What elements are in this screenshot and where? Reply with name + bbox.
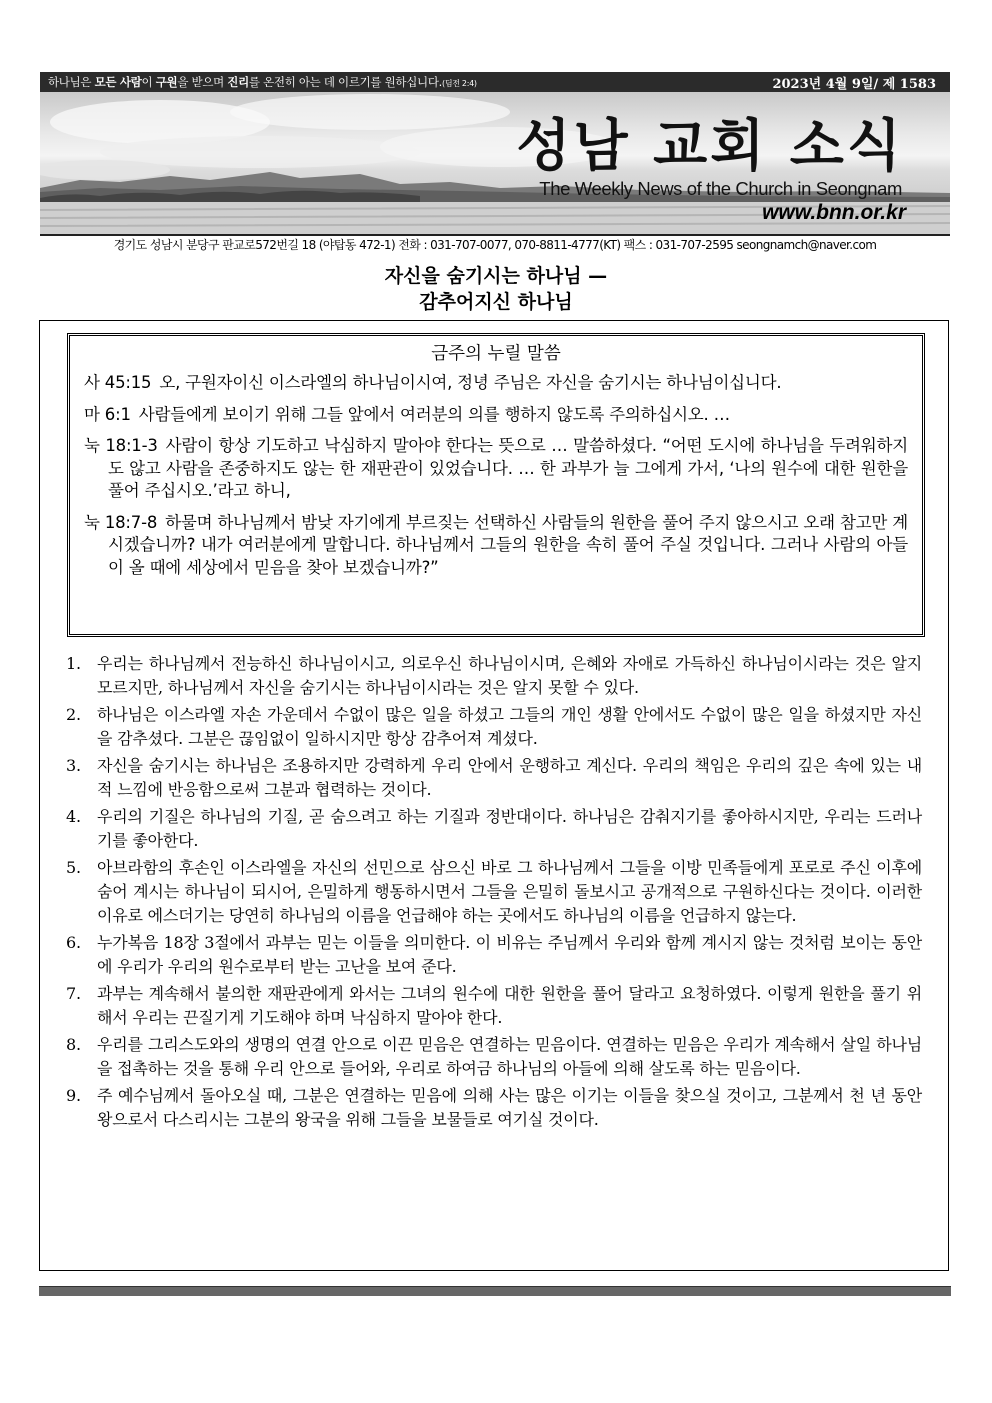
- church-address: 경기도 성남시 분당구 판교로572번길 18 (야탑동 472-1) 전화 : 031-707-0077, 070-8811-4777(KT) 팩스 : 031-707-2595 seongnamch@naver.com: [113, 238, 877, 252]
- outline-point: 2. 하나님은 이스라엘 자손 가운데서 수없이 많은 일을 하셨고 그들의 개인 생활 안에서도 수없이 많은 일을 하셨지만 자신을 감추셨다. 그분은 끊임없이 일하시지만 항상 감추어져 계셨다.: [66, 705, 922, 748]
- header-banner: [40, 92, 950, 234]
- verse-ref: 눅 18:7-8: [84, 512, 158, 532]
- newsletter-subtitle: The Weekly News of the Church in Seongnam: [539, 178, 902, 199]
- verse-ref: 눅 18:1-3: [84, 436, 158, 455]
- outline-point: 7. 과부는 계속해서 불의한 재판관에게 와서는 그녀의 원수에 대한 원한을 풀어 달라고 요청하였다. 이렇게 원한을 풀기 위해서 우리는 끈질기게 기도해야 하며 낙심하지 말아야 한다.: [66, 984, 922, 1027]
- verse-text: 하물며 하나님께서 밤낮 자기에게 부르짖는 선택하신 사람들의 원한을 풀어 주지 않으시고 오래 참고만 계시겠습니까? 내가 여러분에게 말합니다. 하나님께서 그들의 원한을 속히 풀어 주실 것입니다. 그러나 사람의 아들이 올 때에 세상에서 믿음을 찾아 보겠습니까?”: [108, 512, 908, 577]
- motto-verse: 하나님은 모든 사람이 구원을 받으며 진리를 온전히 아는 데 이르기를 원하십니다.(딤전 2:4): [48, 75, 477, 89]
- verse-item: [84, 404, 908, 427]
- verse-text: 사람들에게 보이기 위해 그들 앞에서 여러분의 의를 행하지 않도록 주의하십시오. …: [138, 404, 730, 424]
- verse-text: 사람이 항상 기도하고 낙심하지 말아야 한다는 뜻으로 … 말씀하셨다. “어떤 도시에 하나님을 두려워하지도 않고 사람을 존중하지도 않는 한 재판관이 있었습니다. … 한 과부가 늘 그에게 가서, ‘나의 원수에 대한 원한을 풀어 주십시오.’라고 하니,: [108, 436, 908, 500]
- newsletter-title: 성남 교회 소식: [516, 114, 904, 179]
- scripture-box: [67, 333, 925, 637]
- outline-point: 1. 우리는 하나님께서 전능하신 하나님이시고, 의로우신 하나님이시며, 은혜와 자애로 가득하신 하나님이시라는 것은 알지 모르지만, 하나님께서 자신을 숨기시는 하나님이시라는 것은 알지 못할 수 있다.: [66, 654, 923, 697]
- verse-item: [84, 435, 908, 503]
- verse-ref: 마 6:1: [84, 404, 131, 424]
- outline-point: 5. 아브라함의 후손인 이스라엘을 자신의 선민으로 삼으신 바로 그 하나님께서 그들을 이방 민족들에게 포로로 주신 이후에 숨어 계시는 하나님이 되시어, 은밀하게 행동하시면서 그들을 은밀히 돌보시고 공개적으로 구원하신다는 것이다. 이러한 이유로 에스더기는 당연히 하나님의 이름을 언급해야 하는 곳에서도 하나님의 이름을 언급하지 않는다.: [66, 858, 922, 925]
- scripture-box-title: 금주의 누릴 말씀: [431, 344, 561, 364]
- headline-line-2: 감추어지신 하나님: [419, 291, 573, 313]
- website-link[interactable]: www.bnn.or.kr: [762, 201, 906, 224]
- headline-line-1: 자신을 숨기시는 하나님 —: [384, 265, 608, 287]
- outline-point: 8. 우리를 그리스도와의 생명의 연결 안으로 이끈 믿음은 연결하는 믿음이다. 연결하는 믿음은 우리가 계속해서 살일 하나님을 접촉하는 것을 통해 우리 안으로 들어와, 우리로 하여금 하나님의 아들에 의해 살도록 하는 믿음이다.: [66, 1035, 922, 1078]
- outline-points: [66, 652, 922, 1135]
- outline-point: 6. 누가복음 18장 3절에서 과부는 믿는 이들을 의미한다. 이 비유는 주님께서 우리와 함께 계시지 않는 것처럼 보이는 동안에 우리가 우리의 원수로부터 받는 고난을 보여 준다.: [66, 933, 922, 976]
- outline-point: 9. 주 예수님께서 돌아오실 때, 그분은 연결하는 믿음에 의해 사는 많은 이기는 이들을 찾으실 것이고, 그분께서 천 년 동안 왕으로서 다스리시는 그분의 왕국을 위해 그들을 보물들로 여기실 것이다.: [66, 1086, 922, 1129]
- verse-text: 오, 구원자이신 이스라엘의 하나님이시여, 정녕 주님은 자신을 숨기시는 하나님이십니다.: [159, 373, 782, 392]
- footer-bar: [39, 1286, 951, 1296]
- verse-item: [84, 372, 908, 395]
- verse-ref: 사 45:15: [84, 373, 152, 392]
- header-top-strip: [40, 72, 950, 92]
- outline-point: 4. 우리의 기질은 하나님의 기질, 곧 숨으려고 하는 기질과 정반대이다. 하나님은 감춰지기를 좋아하시지만, 우리는 드러나기를 좋아한다.: [66, 807, 922, 850]
- verse-item: [84, 512, 908, 580]
- outline-point: 3. 자신을 숨기시는 하나님은 조용하지만 강력하게 우리 안에서 운행하고 계신다. 우리의 책임은 우리의 깊은 속에 있는 내적 느낌에 반응함으로써 그분과 협력하는 것이다.: [66, 756, 922, 799]
- issue-date: 2023년 4월 9일/ 제 1583: [772, 76, 936, 92]
